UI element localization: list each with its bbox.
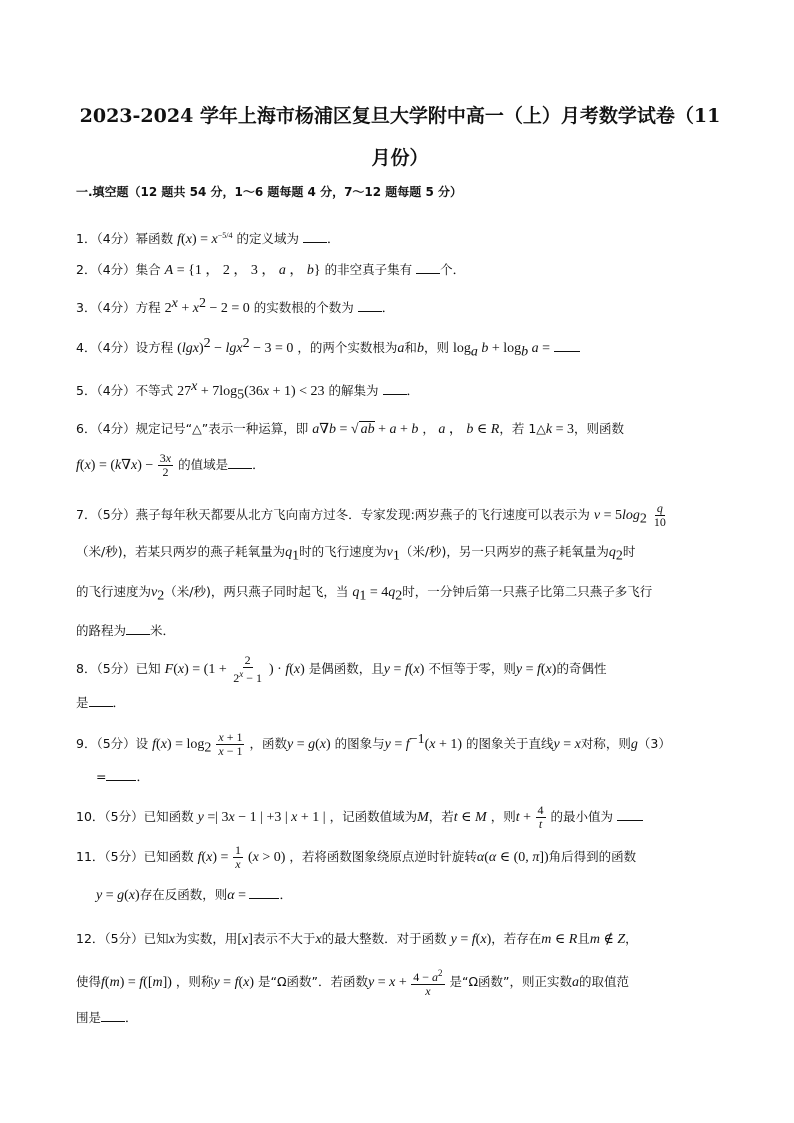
answer-blank bbox=[554, 339, 580, 352]
answer-blank bbox=[383, 382, 407, 395]
question-1: 1．（4分）幂函数 $f(x) = x^{-5/4}$ 的定义域为 ． bbox=[76, 231, 340, 248]
question-5: 5．（4分）不等式 $27^x + 7\log_5(36x + 1) < 23$ 的解集为 ． bbox=[76, 379, 420, 403]
question-8: 8．（5分）已知 F(x) = (1 + $\frac{2}{2^x - 1}$ ) · f(x) 是偶函数，且y = f(x) 不恒等于零，则y = f(x)的奇偶性 bbox=[76, 653, 607, 685]
answer-blank bbox=[106, 768, 136, 781]
question-8-cont: 是 ． bbox=[76, 695, 126, 710]
question-3: 3．（4分）方程 $2^x + x^2 - 2 = 0$ 的实数根的个数为 ． bbox=[76, 296, 395, 317]
question-9: 9．（5分）设 $f(x) = \log_2$ $\frac{x + 1}{x - 1}$ ，函数y = g(x) 的图象与$y = f^{-1}(x + 1)$ 的图象关于直线y = x对称，则g（3） bbox=[76, 730, 671, 759]
answer-blank bbox=[249, 886, 279, 899]
question-11-cont: y = g(x)存在反函数，则α = ． bbox=[96, 887, 292, 903]
question-12-cont-1: 使得f(m) = f([m]) ，则称y = f(x) 是“Ω函数”．若函数y = x + $\frac{4 - a^2}{x}$ 是“Ω函数”，则正实数a的取值范 bbox=[76, 968, 630, 998]
question-7-cont-3: 的路程为 米． bbox=[76, 623, 176, 638]
question-7-cont-1: （米/秒)，若某只两岁的燕子耗氧量为$q_1$时的飞行速度为$v_1$（米/秒)，另一只两岁的燕子耗氧量为$q_2$时 bbox=[76, 544, 636, 564]
exam-title-line-1: 2023-2024 学年上海市杨浦区复旦大学附中高一（上）月考数学试卷（11 bbox=[79, 105, 721, 127]
question-4: 4．（4分）设方程 $(\lg x)^2 - \lg x^2 - 3 = 0$ ，的两个实数根为a和b，则 $\log_a b + \log_b a$ = bbox=[76, 334, 580, 363]
question-12: 12．（5分）已知x为实数，用[x]表示不大于x的最大整数．对于函数 y = f(x)，若存在m ∈ R且m ∉ Z， bbox=[76, 931, 638, 947]
question-11: 11．（5分）已知函数 f(x) = $\frac{1}{x}$ (x > 0) ，若将函数图象绕原点逆时针旋转α(α ∈ (0, π])角后得到的函数 bbox=[76, 843, 637, 871]
answer-blank bbox=[228, 456, 252, 469]
answer-blank bbox=[416, 261, 440, 274]
question-6: 6．（4分）规定记号“△”表示一种运算，即 a∇b = √ ab + a + b ， a ， b ∈ R，若 1△k = 3，则函数 bbox=[76, 421, 625, 437]
answer-blank bbox=[358, 299, 382, 312]
answer-blank bbox=[617, 808, 643, 821]
answer-blank bbox=[126, 622, 150, 635]
answer-blank bbox=[101, 1009, 125, 1022]
question-6-cont: f(x) = (k∇x) − $\frac{3x}{2}$ 的值域是 ． bbox=[76, 451, 265, 479]
exam-title-line-2: 月份） bbox=[371, 147, 429, 169]
question-10: 10．（5分）已知函数 y =| 3x − 1 | +3 | x + 1 | ，记函数值域为M，若t ∈ M ，则t + $\frac{4}{t}$ 的最小值为 bbox=[76, 804, 643, 831]
question-12-cont-2: 围是 ． bbox=[76, 1010, 138, 1025]
question-7-cont-2: 的飞行速度为$v_2$（米/秒)，两只燕子同时起飞，当 $q_1 = 4q_2$时，一分钟后第一只燕子比第二只燕子多飞行 bbox=[76, 584, 653, 604]
section-heading: 一.填空题（12 题共 54 分，1～6 题每题 4 分，7～12 题每题 5 分） bbox=[76, 185, 463, 199]
answer-blank bbox=[303, 230, 327, 243]
answer-blank bbox=[89, 694, 113, 707]
question-2: 2．（4分）集合 A = {1 ， 2 ， 3 ， a ， b} 的非空真子集有 个． bbox=[76, 262, 466, 278]
question-7: 7．（5分）燕子每年秋天都要从北方飞向南方过冬．专家发现:两岁燕子的飞行速度可以表示为 $v = 5\log_2$ $\frac{q}{10}$ bbox=[76, 501, 666, 529]
question-9-cont: = ． bbox=[96, 769, 149, 784]
